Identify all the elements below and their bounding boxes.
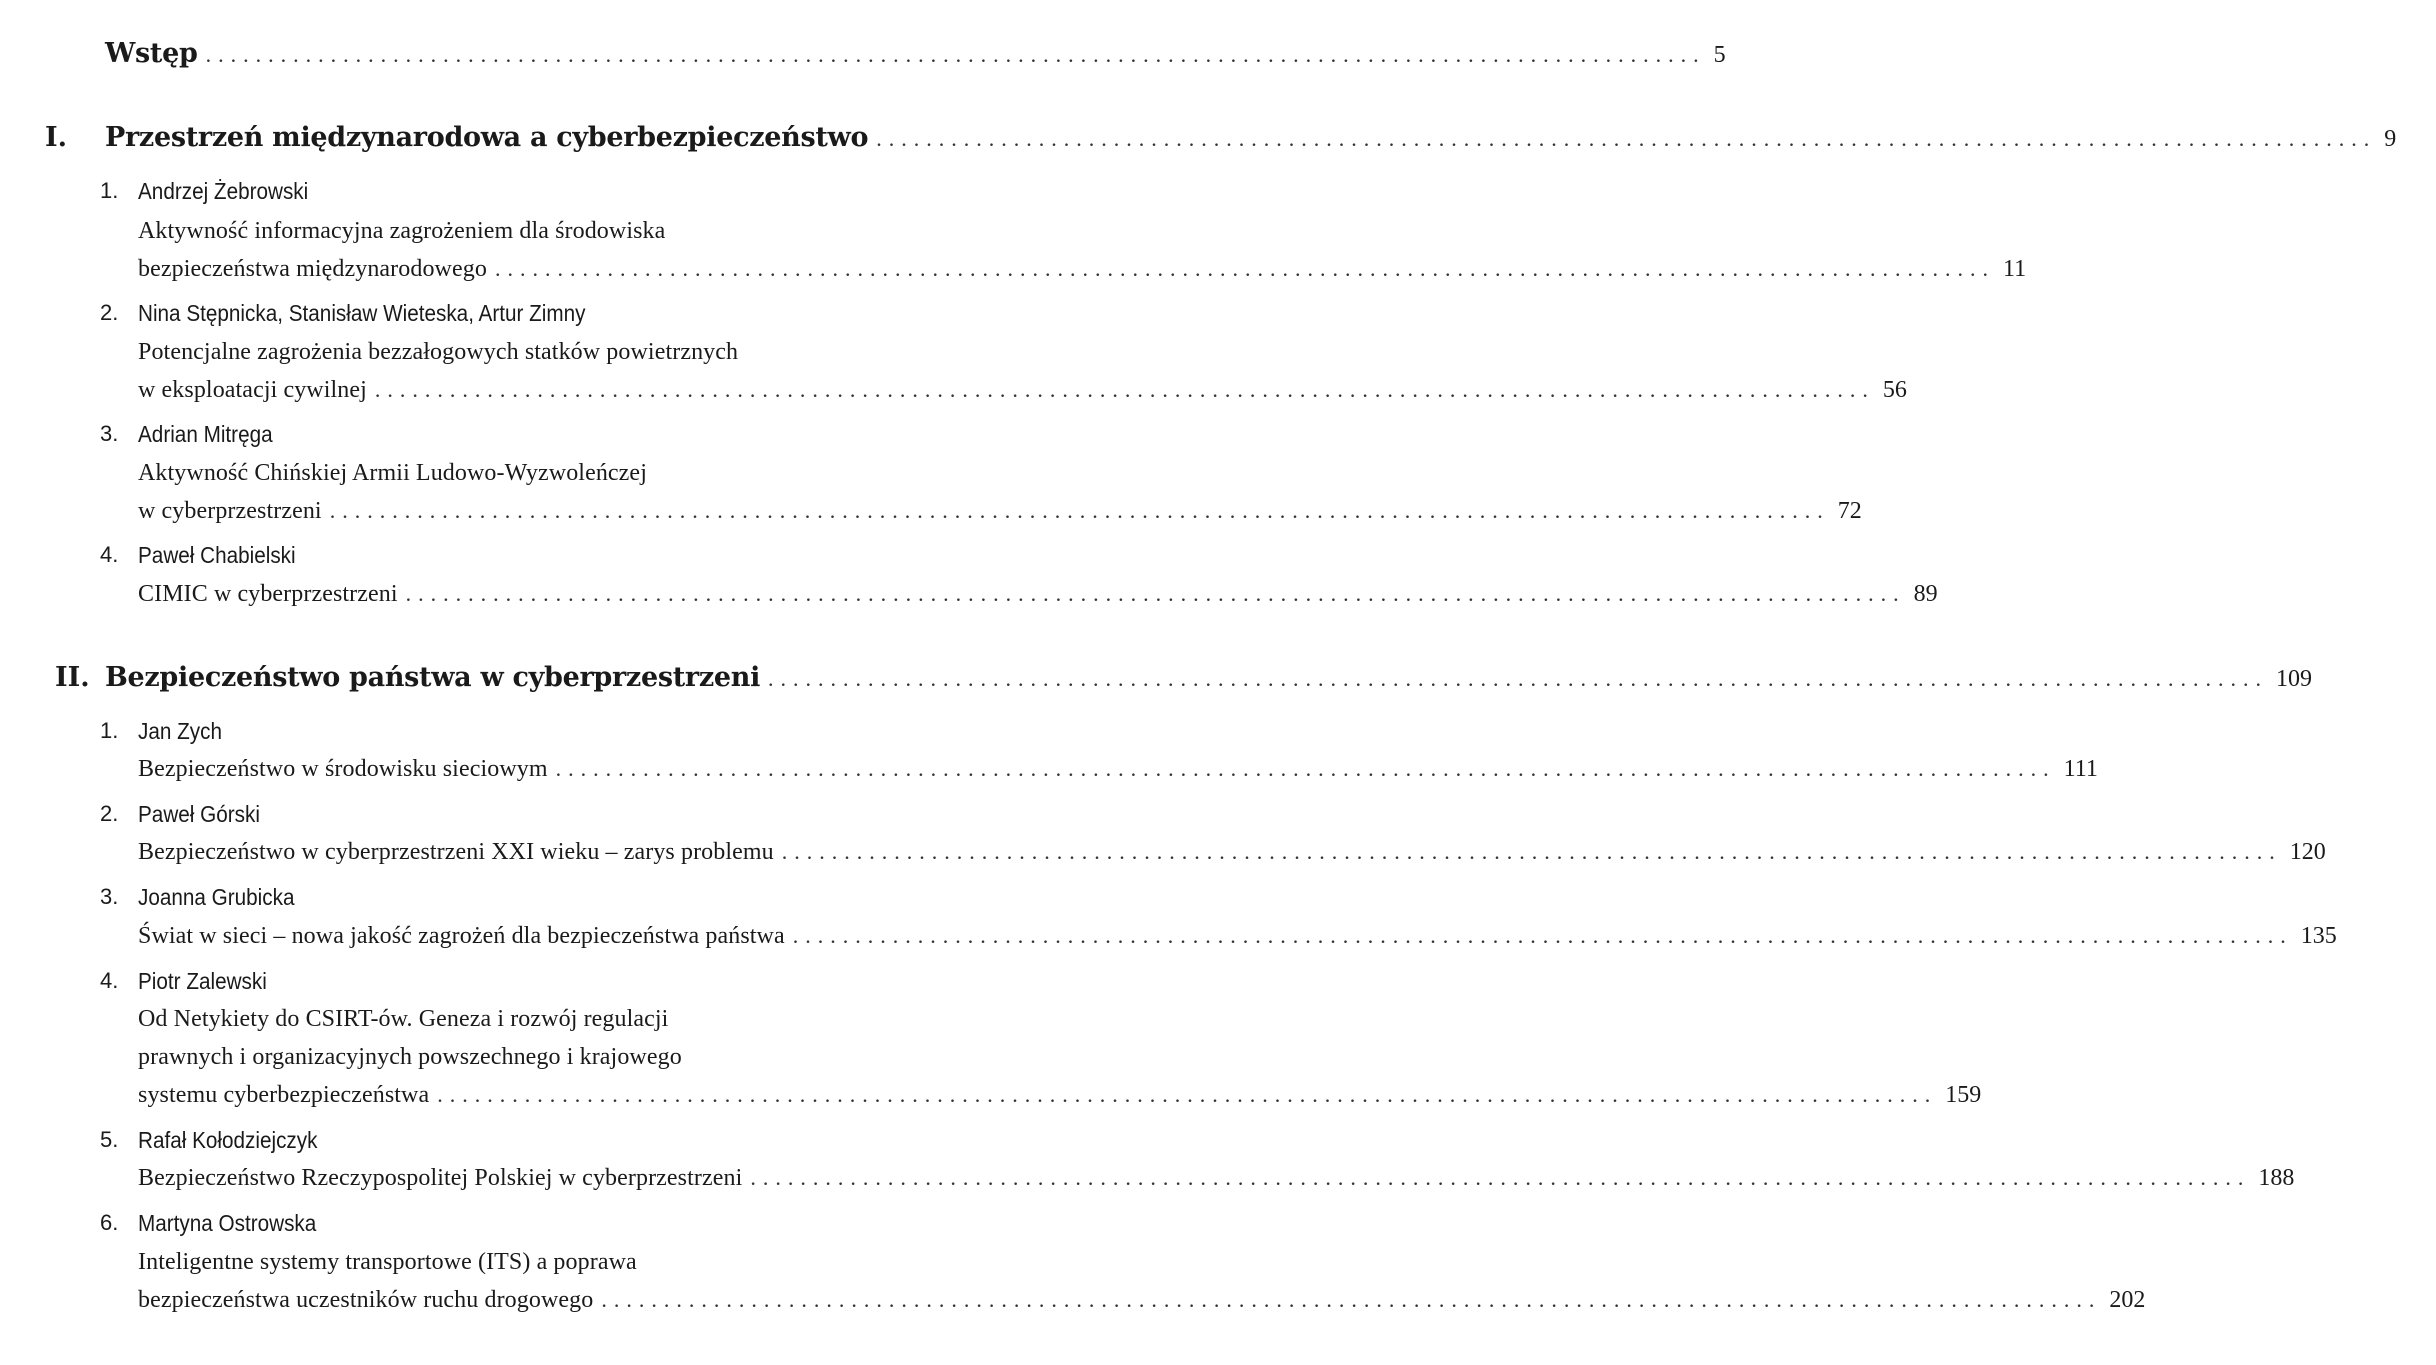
toc-entry-title-last-line[interactable] <box>0 1082 1982 1109</box>
entry-page-number: 56 <box>1882 377 1907 403</box>
section-page-number: 9 <box>2384 126 2397 152</box>
dot-leader: ........................................................................................................................ <box>374 377 1875 402</box>
toc-entry-title-line[interactable] <box>0 218 1025 245</box>
entry-title-line: Aktywność informacyjna zagrożeniem dla środowiska <box>138 218 666 244</box>
section-numeral: I. <box>45 122 68 153</box>
entry-page-number: 159 <box>1945 1082 1982 1108</box>
entry-title-line: prawnych i organizacyjnych powszechnego i krajowego <box>138 1044 682 1070</box>
dot-leader: ........................................................................................................................ <box>750 1165 2251 1190</box>
entry-author: Jan Zych <box>138 718 222 744</box>
toc-entry-title-last-line[interactable] <box>0 1165 2295 1192</box>
entry-author: Paweł Chabielski <box>138 542 296 568</box>
entry-title-line: bezpieczeństwa uczestników ruchu drogowego <box>138 1287 594 1313</box>
entry-title-line: Bezpieczeństwo w cyberprzestrzeni XXI wieku – zarys problemu <box>138 839 774 865</box>
toc-entry-author-row <box>0 300 1025 327</box>
intro-page-number: 5 <box>1713 42 1726 68</box>
entry-title-line: Bezpieczeństwo Rzeczypospolitej Polskiej w cyberprzestrzeni <box>138 1165 743 1191</box>
entry-title-line: systemu cyberbezpieczeństwa <box>138 1082 430 1108</box>
dot-leader: ........................................................................................................................ <box>205 42 1706 67</box>
toc-entry-title-line[interactable] <box>0 339 1025 366</box>
entry-number: 4. <box>100 542 119 567</box>
toc-entry-title-last-line[interactable] <box>0 1287 2146 1314</box>
entry-number: 2. <box>100 801 119 826</box>
entry-title-line: Bezpieczeństwo w środowisku sieciowym <box>138 756 548 782</box>
toc-entry-title-last-line[interactable] <box>0 839 2326 866</box>
section-page-number: 109 <box>2276 666 2313 692</box>
entry-title-line: Inteligentne systemy transportowe (ITS) a poprawa <box>138 1249 637 1275</box>
toc-entry-author-row <box>0 542 1025 569</box>
entry-number: 1. <box>100 718 119 743</box>
entry-title-line: w cyberprzestrzeni <box>138 498 322 524</box>
entry-number: 1. <box>100 178 119 203</box>
dot-leader: ........................................................................................................................ <box>329 498 1830 523</box>
entry-author: Paweł Górski <box>138 801 260 827</box>
entry-number: 3. <box>100 884 119 909</box>
toc-entry-author-row <box>0 1210 1025 1237</box>
entry-author: Adrian Mitręga <box>138 421 273 447</box>
toc-entry-author-row <box>0 801 1025 828</box>
entry-number: 3. <box>100 421 119 446</box>
toc-section-row[interactable] <box>0 122 2397 153</box>
toc-entry-author-row <box>0 421 1025 448</box>
entry-number: 4. <box>100 968 119 993</box>
entry-page-number: 11 <box>2002 256 2027 282</box>
entry-author: Joanna Grubicka <box>138 884 295 910</box>
entry-author: Nina Stępnicka, Stanisław Wieteska, Artur Zimny <box>138 300 586 326</box>
toc-intro-row[interactable] <box>0 38 1726 69</box>
toc-entry-author-row <box>0 884 1025 911</box>
section-title: Bezpieczeństwo państwa w cyberprzestrzeni <box>105 662 761 693</box>
entry-page-number: 135 <box>2300 923 2337 949</box>
section-title: Przestrzeń międzynarodowa a cyberbezpieczeństwo <box>105 122 869 153</box>
toc-entry-author-row <box>0 968 1025 995</box>
dot-leader: ........................................................................................................................ <box>437 1082 1938 1107</box>
dot-leader: ........................................................................................................................ <box>601 1287 2102 1312</box>
entry-page-number: 202 <box>2109 1287 2146 1313</box>
entry-author: Martyna Ostrowska <box>138 1210 317 1236</box>
toc-entry-author-row <box>0 1127 1025 1154</box>
toc-entry-title-last-line[interactable] <box>0 923 2337 950</box>
dot-leader: ........................................................................................................................ <box>876 126 2377 151</box>
entry-number: 2. <box>100 300 119 325</box>
entry-title-line: Świat w sieci – nowa jakość zagrożeń dla bezpieczeństwa państwa <box>138 923 785 949</box>
dot-leader: ........................................................................................................................ <box>781 839 2282 864</box>
entry-title-line: CIMIC w cyberprzestrzeni <box>138 581 398 607</box>
toc-entry-title-last-line[interactable] <box>0 256 2027 283</box>
entry-number: 6. <box>100 1210 119 1235</box>
toc-entry-title-line[interactable] <box>0 1249 1025 1276</box>
dot-leader: ........................................................................................................................ <box>405 581 1906 606</box>
entry-title-line: Potencjalne zagrożenia bezzałogowych statków powietrznych <box>138 339 739 365</box>
toc-section-row[interactable] <box>0 662 2313 693</box>
toc-entry-author-row <box>0 178 1025 205</box>
entry-author: Andrzej Żebrowski <box>138 178 309 204</box>
entry-title-line: bezpieczeństwa międzynarodowego <box>138 256 487 282</box>
toc-entry-title-last-line[interactable] <box>0 377 1907 404</box>
entry-page-number: 72 <box>1837 498 1862 524</box>
entry-author: Rafał Kołodziejczyk <box>138 1127 318 1153</box>
dot-leader: ........................................................................................................................ <box>768 666 2269 691</box>
toc-entry-title-last-line[interactable] <box>0 581 1938 608</box>
toc-entry-title-line[interactable] <box>0 1044 1025 1071</box>
toc-entry-title-line[interactable] <box>0 460 1025 487</box>
toc-entry-title-last-line[interactable] <box>0 756 2098 783</box>
toc-entry-author-row <box>0 718 1025 745</box>
entry-page-number: 89 <box>1913 581 1938 607</box>
entry-page-number: 188 <box>2258 1165 2295 1191</box>
entry-author: Piotr Zalewski <box>138 968 267 994</box>
entry-title-line: w eksploatacji cywilnej <box>138 377 367 403</box>
toc-entry-title-line[interactable] <box>0 1006 1025 1033</box>
dot-leader: ........................................................................................................................ <box>555 756 2056 781</box>
entry-page-number: 120 <box>2289 839 2326 865</box>
intro-title: Wstęp <box>105 38 198 69</box>
entry-title-line: Aktywność Chińskiej Armii Ludowo-Wyzwoleńczej <box>138 460 647 486</box>
dot-leader: ........................................................................................................................ <box>792 923 2293 948</box>
entry-page-number: 111 <box>2063 756 2098 782</box>
entry-title-line: Od Netykiety do CSIRT-ów. Geneza i rozwój regulacji <box>138 1006 669 1032</box>
toc-entry-title-last-line[interactable] <box>0 498 1862 525</box>
entry-number: 5. <box>100 1127 119 1152</box>
dot-leader: ........................................................................................................................ <box>494 256 1995 281</box>
section-numeral: II. <box>55 662 90 693</box>
